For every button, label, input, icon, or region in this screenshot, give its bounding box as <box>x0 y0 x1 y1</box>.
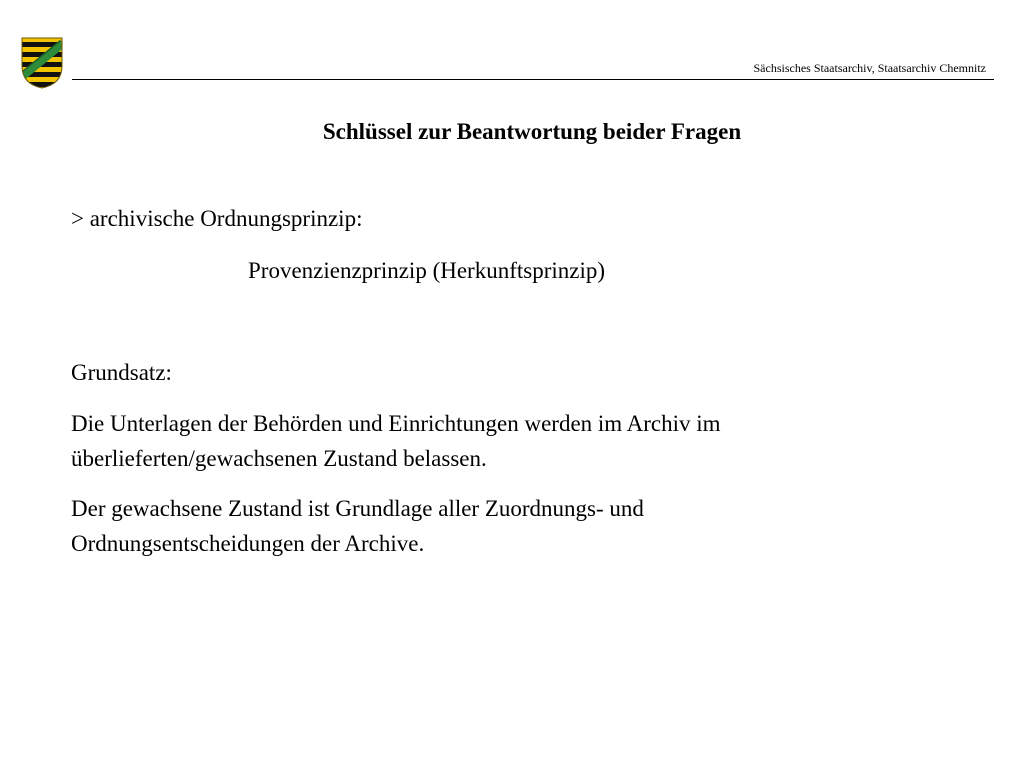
saxony-coat-of-arms-icon <box>20 36 64 90</box>
paragraph-1-line-2: überlieferten/gewachsenen Zustand belassen. <box>71 446 487 471</box>
section-label: Grundsatz: <box>71 360 172 385</box>
slide-title: Schlüssel zur Beantwortung beider Fragen <box>322 119 742 144</box>
institution-name: Sächsisches Staatsarchiv, Staatsarchiv Chemnitz <box>753 61 986 75</box>
header-divider <box>72 79 994 80</box>
paragraph-1-line-1: Die Unterlagen der Behörden und Einrichtungen werden im Archiv im <box>71 411 721 436</box>
paragraph-2-line-2: Ordnungsentscheidungen der Archive. <box>71 531 425 556</box>
paragraph-1 <box>71 406 971 476</box>
paragraph-2-line-1: Der gewachsene Zustand ist Grundlage aller Zuordnungs- und <box>71 496 644 521</box>
principle-label: > archivische Ordnungsprinzip: <box>71 206 363 231</box>
paragraph-2 <box>71 491 971 561</box>
principle-value: Provenzienzprinzip (Herkunftsprinzip) <box>248 258 606 283</box>
